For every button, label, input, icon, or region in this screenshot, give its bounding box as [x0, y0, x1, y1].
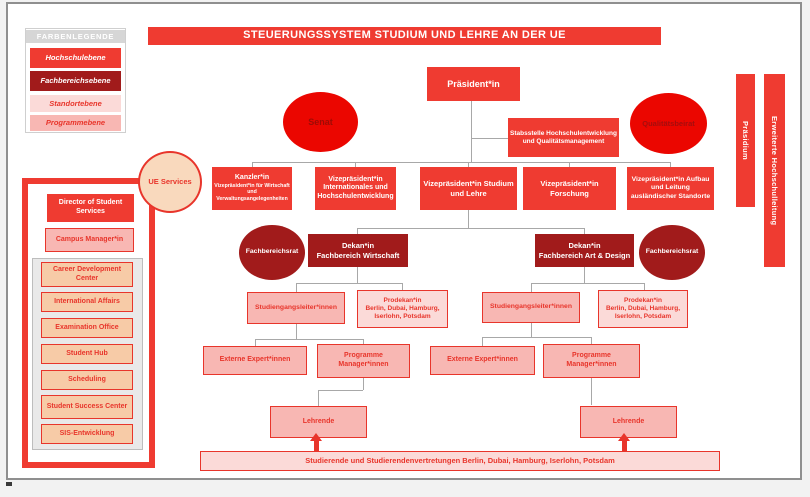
connector-line	[482, 337, 591, 338]
lehrende-label: Lehrende	[612, 417, 645, 425]
service-item-examination-office	[41, 318, 133, 338]
vp-internationales-label: Vizepräsident*in Internationales und Hochschulentwicklung	[317, 175, 394, 200]
connector-line	[591, 378, 592, 405]
service-item-label: Student Hub	[66, 349, 108, 357]
service-item-label: Examination Office	[55, 323, 119, 331]
senat-label: Senat	[308, 116, 333, 127]
connector-line	[296, 283, 402, 284]
title-banner-label: STEUERUNGSSYSTEM STUDIUM UND LEHRE AN DER UE	[243, 29, 566, 42]
campus-manager-box	[45, 228, 134, 252]
connector-line	[471, 138, 508, 139]
prodekan-title: Prodekan*in	[624, 297, 662, 305]
studiengangsleiter-label: Studiengangsleiter*innen	[490, 303, 572, 311]
service-item-label: Scheduling	[68, 375, 106, 383]
service-item-international-affairs	[41, 292, 133, 312]
prodekan-locations: Berlin, Dubai, Hamburg, Iserlohn, Potsdam	[365, 305, 440, 320]
service-item-career-development	[41, 262, 133, 287]
prodekan-locations: Berlin, Dubai, Hamburg, Iserlohn, Potsdam	[605, 305, 681, 320]
externe-experten-label: Externe Expert*innen	[219, 356, 291, 364]
resize-corner-mark	[6, 482, 12, 486]
connector-line	[531, 283, 532, 292]
connector-line	[255, 339, 256, 346]
praesident-box	[427, 67, 520, 101]
connector-line	[402, 283, 403, 290]
legend-item-fachbereichsebene	[30, 71, 121, 91]
dekan-art-design-box	[535, 234, 634, 267]
fachbereichsrat-label: Fachbereichsrat	[645, 248, 699, 256]
connector-line	[357, 267, 358, 283]
dekan-subtitle: Fachbereich Wirtschaft	[316, 250, 400, 260]
dekan-wirtschaft-box	[308, 234, 408, 267]
ue-services-circle	[138, 151, 202, 213]
praesidium-bar	[736, 74, 755, 207]
connector-line	[468, 210, 469, 228]
programme-manager-label: Programme Manager*innen	[338, 352, 389, 368]
connector-line	[296, 324, 297, 339]
kanzler-box	[212, 167, 292, 210]
connector-line	[482, 337, 483, 346]
connector-line	[255, 339, 363, 340]
studierende-label: Studierende und Studierendenvertretungen Berlin, Dubai, Hamburg, Iserlohn, Potsdam	[305, 456, 615, 466]
vp-standorte-box	[627, 167, 714, 210]
senat-circle	[283, 92, 358, 152]
legend-item-programmebene	[30, 115, 121, 131]
connector-line	[591, 337, 592, 344]
prodekan-title: Prodekan*in	[383, 297, 422, 305]
vp-forschung-box	[523, 167, 616, 210]
legend-item-label: Fachbereichsebene	[40, 76, 111, 86]
legend-item-hochschulebene	[30, 48, 121, 68]
vp-forschung-label: Vizepräsident*in Forschung	[540, 179, 599, 198]
service-item-student-success	[41, 395, 133, 419]
legend-item-standortebene	[30, 95, 121, 112]
title-banner	[148, 27, 661, 45]
connector-line	[357, 228, 584, 229]
director-box	[47, 194, 134, 222]
stabsstelle-box	[508, 118, 619, 157]
studiengangsleiter-label: Studiengangsleiter*innen	[255, 303, 337, 311]
service-item-scheduling	[41, 370, 133, 390]
connector-line	[318, 390, 363, 391]
connector-line	[531, 323, 532, 337]
lehrende-label: Lehrende	[302, 417, 335, 425]
connector-line	[584, 267, 585, 283]
erweiterte-hochschulleitung-bar	[764, 74, 785, 267]
vp-standorte-label: Vizepräsident*in Aufbau und Leitung ausländischer Standorte	[630, 176, 711, 200]
programme-manager-left-box	[317, 344, 410, 378]
qualitaetsbeirat-circle	[630, 93, 707, 154]
prodekan-left-box	[357, 290, 448, 328]
service-item-label: SIS-Entwicklung	[59, 429, 115, 437]
service-item-label: Student Success Center	[46, 402, 128, 410]
fachbereichsrat-left-circle	[239, 225, 305, 280]
campus-manager-label: Campus Manager*in	[55, 235, 124, 243]
kanzler-title: Kanzler*in	[234, 174, 270, 182]
externe-experten-label: Externe Expert*innen	[447, 356, 518, 364]
legend-item-label: Standortebene	[49, 98, 102, 108]
externe-experten-left-box	[203, 346, 307, 375]
vp-internationales-box	[315, 167, 396, 210]
prodekan-right-box	[598, 290, 688, 328]
legend-title-label: FARBENLEGENDE	[36, 31, 115, 41]
service-item-student-hub	[41, 344, 133, 364]
externe-experten-right-box	[430, 346, 535, 375]
kanzler-subtitle: Vizepräsident*in für Wirtschaft und Verwaltungsangelegenheiten	[214, 182, 290, 203]
stabsstelle-label: Stabsstelle Hochschulentwicklung und Qualitätsmanagement	[510, 129, 617, 145]
legend	[25, 28, 126, 133]
legend-item-label: Programmebene	[45, 118, 106, 128]
fachbereichsrat-label: Fachbereichsrat	[245, 248, 299, 256]
programme-manager-label: Programme Manager*innen	[566, 352, 617, 368]
connector-line	[363, 378, 364, 390]
qualitaetsbeirat-label: Qualitätsbeirat	[642, 118, 695, 128]
connector-line	[471, 101, 472, 162]
dekan-title: Dekan*in	[568, 241, 601, 251]
vp-studium-lehre-box	[420, 167, 517, 210]
vp-studium-lehre-label: Vizepräsident*in Studium und Lehre	[423, 179, 514, 198]
studiengangsleiter-right-box	[482, 292, 580, 323]
connector-line	[252, 162, 670, 163]
praesident-label: Präsident*in	[447, 78, 500, 89]
ue-services-label: UE Services	[148, 177, 192, 187]
connector-line	[644, 283, 645, 290]
director-label: Director of Student Services	[58, 199, 123, 215]
connector-line	[531, 283, 644, 284]
programme-manager-right-box	[543, 344, 640, 378]
service-item-sis-entwicklung	[41, 424, 133, 444]
dekan-subtitle: Fachbereich Art & Design	[538, 250, 631, 260]
studierende-bar	[200, 451, 720, 471]
erweiterte-hochschulleitung-label: Erweiterte Hochschulleitung	[770, 115, 780, 226]
legend-item-label: Hochschulebene	[45, 53, 106, 63]
service-item-label: Career Development Center	[52, 265, 122, 282]
connector-line	[296, 283, 297, 292]
legend-title	[26, 30, 125, 43]
praesidium-bar-label: Präsidium	[741, 121, 751, 160]
service-item-label: International Affairs	[54, 297, 120, 305]
studiengangsleiter-left-box	[247, 292, 345, 324]
connector-line	[318, 390, 319, 406]
fachbereichsrat-right-circle	[639, 225, 705, 280]
dekan-title: Dekan*in	[341, 241, 375, 251]
